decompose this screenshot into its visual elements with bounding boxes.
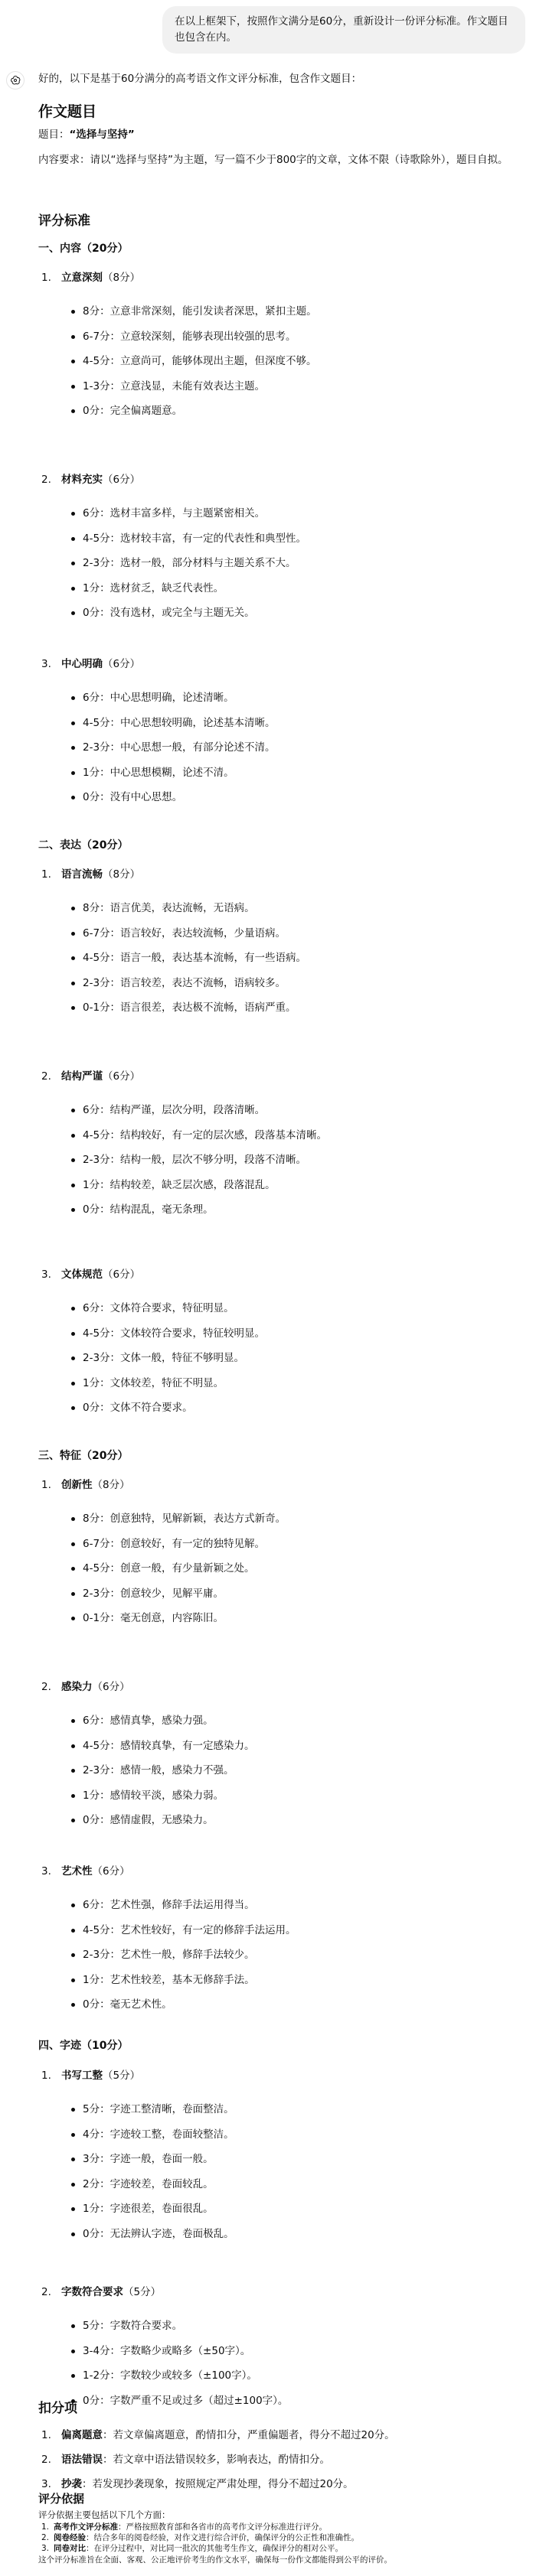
criteria-heading: 评分标准 bbox=[38, 213, 90, 229]
bullet-marker bbox=[71, 1517, 75, 1521]
bullet-marker bbox=[71, 1542, 75, 1546]
criteria-bullet: 4分：字迹较工整，卷面较整洁。 bbox=[83, 2128, 234, 2141]
item-points: （6分） bbox=[92, 1865, 130, 1877]
item-name: 中心明确 bbox=[61, 658, 103, 670]
criteria-bullet: 6分：选材丰富多样，与主题紧密相关。 bbox=[83, 507, 266, 519]
assistant-avatar bbox=[6, 71, 25, 90]
item-number: 3. bbox=[41, 1268, 51, 1281]
criteria-bullet: 0分：没有选材，或完全与主题无关。 bbox=[83, 607, 255, 619]
deduction-item bbox=[41, 2477, 354, 2492]
item-number: 1. bbox=[41, 2070, 51, 2082]
bullet-marker bbox=[71, 2374, 75, 2378]
bullet-marker bbox=[71, 2003, 75, 2007]
deductions-heading: 扣分项 bbox=[38, 2401, 77, 2416]
item-number: 1. bbox=[41, 1479, 51, 1491]
bullet-marker bbox=[71, 1356, 75, 1360]
bullet-marker bbox=[71, 360, 75, 363]
basis-text: ：结合多年的阅卷经验，对作文进行综合评价，确保评分的公正性和准确性。 bbox=[86, 2533, 359, 2542]
bullet-marker bbox=[71, 2324, 75, 2328]
bullet-marker bbox=[71, 1719, 75, 1723]
bullet-marker bbox=[71, 409, 75, 413]
criteria-bullet: 2-3分：感情一般，感染力不强。 bbox=[83, 1764, 234, 1776]
item-points: （6分） bbox=[103, 1070, 141, 1083]
bullet-marker bbox=[71, 1208, 75, 1212]
criteria-item-title bbox=[41, 2285, 161, 2300]
bullet-marker bbox=[71, 746, 75, 750]
criteria-item-title bbox=[41, 1679, 130, 1695]
bullet-marker bbox=[71, 1307, 75, 1311]
criteria-bullet: 4-5分：结构较好，有一定的层次感，段落基本清晰。 bbox=[83, 1128, 328, 1141]
criteria-bullet: 4-5分：中心思想较明确，论述基本清晰。 bbox=[83, 716, 276, 729]
basis-name: 高考作文评分标准 bbox=[54, 2522, 118, 2532]
criteria-bullet: 6分：感情真挚，感染力强。 bbox=[83, 1715, 214, 1727]
deduction-text: ：若文章偏离题意，酌情扣分，严重偏题者，得分不超过20分。 bbox=[103, 2429, 395, 2441]
criteria-bullet: 0分：完全偏离题意。 bbox=[83, 405, 183, 417]
bullet-marker bbox=[71, 1953, 75, 1957]
bullet-marker bbox=[71, 1109, 75, 1112]
bullet-marker bbox=[71, 1904, 75, 1907]
bullet-marker bbox=[71, 796, 75, 800]
criteria-bullet: 2-3分：文体一般，特征不够明显。 bbox=[83, 1352, 245, 1364]
item-number: 3. bbox=[41, 1865, 51, 1877]
criteria-bullet: 4-5分：语言一般，表达基本流畅，有一些语病。 bbox=[83, 952, 307, 964]
criteria-section-title: 一、内容（20分） bbox=[38, 243, 129, 255]
item-number: 1. bbox=[41, 2429, 51, 2441]
criteria-bullet: 6分：艺术性强，修辞手法运用得当。 bbox=[83, 1899, 255, 1911]
item-points: （6分） bbox=[103, 474, 141, 486]
item-points: （6分） bbox=[92, 1681, 130, 1693]
criteria-item-title bbox=[41, 270, 140, 285]
item-number: 3. bbox=[41, 658, 51, 670]
criteria-bullet: 1分：结构较差，缺乏层次感，段落混乱。 bbox=[83, 1178, 276, 1191]
item-points: （8分） bbox=[92, 1479, 130, 1491]
basis-item bbox=[41, 2522, 327, 2533]
item-number: 2. bbox=[41, 1070, 51, 1083]
criteria-section-title: 三、特征（20分） bbox=[38, 1450, 129, 1462]
criteria-bullet: 8分：语言优美，表达流畅，无语病。 bbox=[83, 902, 255, 914]
criteria-bullet: 8分：创意独特，见解新颖，表达方式新奇。 bbox=[83, 1513, 286, 1525]
item-name: 书写工整 bbox=[61, 2070, 103, 2082]
criteria-item-title bbox=[41, 1069, 140, 1084]
criteria-bullet: 3-4分：字数略少或略多（±50字）。 bbox=[83, 2344, 251, 2357]
criteria-bullet: 1分：艺术性较差，基本无修辞手法。 bbox=[83, 1973, 255, 1986]
item-number: 2. bbox=[41, 2454, 51, 2466]
bullet-marker bbox=[71, 956, 75, 960]
criteria-bullet: 2-3分：语言较差，表达不流畅，语病较多。 bbox=[83, 976, 286, 989]
bullet-marker bbox=[71, 1382, 75, 1386]
basis-text: ：严格按照教育部和各省市的高考作文评分标准进行评分。 bbox=[118, 2522, 327, 2532]
deduction-name: 抄袭 bbox=[61, 2478, 82, 2490]
item-name: 材料充实 bbox=[61, 474, 103, 486]
bullet-marker bbox=[71, 1134, 75, 1138]
bullet-marker bbox=[71, 1617, 75, 1620]
criteria-bullet: 0-1分：毫无创意，内容陈旧。 bbox=[83, 1612, 224, 1624]
criteria-bullet: 5分：字数符合要求。 bbox=[83, 2320, 183, 2332]
bullet-marker bbox=[71, 721, 75, 725]
item-points: （6分） bbox=[103, 1268, 141, 1281]
basis-text: ：在评分过程中，对比同一批次的其他考生作文，确保评分的相对公平。 bbox=[86, 2544, 343, 2553]
item-number: 3. bbox=[41, 2478, 51, 2490]
item-name: 艺术性 bbox=[61, 1865, 93, 1877]
item-points: （5分） bbox=[123, 2286, 162, 2298]
item-number: 1. bbox=[41, 868, 51, 881]
bullet-marker bbox=[71, 1769, 75, 1773]
criteria-item-title bbox=[41, 1477, 130, 1493]
essay-heading: 作文题目 bbox=[38, 103, 97, 120]
item-name: 结构严谨 bbox=[61, 1070, 103, 1083]
item-number: 2. bbox=[41, 2286, 51, 2298]
bullet-marker bbox=[71, 696, 75, 700]
deduction-item bbox=[41, 2452, 330, 2467]
criteria-bullet: 6-7分：创意较好，有一定的独特见解。 bbox=[83, 1537, 266, 1550]
bullet-marker bbox=[71, 1332, 75, 1336]
criteria-bullet: 1-2分：字数较少或较多（±100字）。 bbox=[83, 2369, 257, 2382]
criteria-bullet: 5分：字迹工整清晰，卷面整洁。 bbox=[83, 2103, 234, 2115]
item-number: 1. bbox=[41, 2522, 50, 2532]
item-name: 立意深刻 bbox=[61, 272, 103, 284]
basis-closing: 这个评分标准旨在全面、客观、公正地评价考生的作文水平，确保每一份作文都能得到公平的评价。 bbox=[38, 2555, 392, 2565]
item-points: （5分） bbox=[103, 2070, 141, 2082]
bullet-marker bbox=[71, 562, 75, 565]
criteria-bullet: 2-3分：创意较少，见解平庸。 bbox=[83, 1587, 224, 1600]
item-points: （6分） bbox=[103, 658, 141, 670]
criteria-bullet: 6分：文体符合要求，特征明显。 bbox=[83, 1302, 234, 1314]
item-name: 创新性 bbox=[61, 1479, 93, 1491]
bullet-marker bbox=[71, 335, 75, 339]
bullet-marker bbox=[71, 982, 75, 985]
criteria-bullet: 4-5分：文体较符合要求，特征较明显。 bbox=[83, 1327, 266, 1340]
criteria-section-title: 二、表达（20分） bbox=[38, 839, 129, 852]
item-points: （8分） bbox=[103, 272, 141, 284]
criteria-bullet: 1分：文体较差，特征不明显。 bbox=[83, 1376, 224, 1389]
criteria-bullet: 0分：字数严重不足或过多（超过±100字）。 bbox=[83, 2394, 289, 2407]
criteria-bullet: 2-3分：艺术性一般，修辞手法较少。 bbox=[83, 1949, 255, 1961]
deduction-text: ：若发现抄袭现象，按照规定严肃处理，得分不超过20分。 bbox=[82, 2478, 354, 2490]
bullet-marker bbox=[71, 310, 75, 314]
criteria-bullet: 6-7分：立意较深刻，能够表现出较强的思考。 bbox=[83, 330, 296, 343]
bullet-marker bbox=[71, 1406, 75, 1410]
criteria-bullet: 1分：选材贫乏，缺乏代表性。 bbox=[83, 581, 224, 594]
item-number: 2. bbox=[41, 1681, 51, 1693]
bullet-marker bbox=[71, 512, 75, 516]
item-number: 1. bbox=[41, 272, 51, 284]
bullet-marker bbox=[71, 2158, 75, 2161]
basis-heading: 评分依据 bbox=[38, 2492, 85, 2506]
bullet-marker bbox=[71, 1567, 75, 1571]
essay-requirement: 内容要求：请以“选择与坚持”为主题，写一篇不少于800字的文章，文体不限（诗歌除外），题目自拟。 bbox=[38, 154, 508, 166]
bullet-marker bbox=[71, 771, 75, 775]
bullet-marker bbox=[71, 2350, 75, 2353]
criteria-bullet: 1分：中心思想模糊，论述不清。 bbox=[83, 766, 234, 779]
bullet-marker bbox=[71, 1592, 75, 1596]
bullet-marker bbox=[71, 537, 75, 541]
criteria-item-title bbox=[41, 472, 140, 487]
bullet-marker bbox=[71, 1184, 75, 1187]
criteria-bullet: 0-1分：语言很差，表达极不流畅，语病严重。 bbox=[83, 1001, 296, 1014]
criteria-section-title: 四、字迹（10分） bbox=[38, 2040, 129, 2052]
criteria-bullet: 6分：中心思想明确，论述清晰。 bbox=[83, 692, 234, 704]
criteria-bullet: 6-7分：语言较好，表达较流畅，少量语病。 bbox=[83, 927, 286, 940]
openai-logo-icon bbox=[10, 75, 21, 86]
criteria-bullet: 4-5分：立意尚可，能够体现出主题，但深度不够。 bbox=[83, 355, 317, 367]
bullet-marker bbox=[71, 587, 75, 591]
criteria-bullet: 6分：结构严谨，层次分明，段落清晰。 bbox=[83, 1104, 266, 1116]
bullet-marker bbox=[71, 385, 75, 389]
criteria-item-title bbox=[41, 656, 140, 672]
basis-name: 同卷对比 bbox=[54, 2544, 86, 2553]
criteria-item-title bbox=[41, 2068, 140, 2083]
basis-item bbox=[41, 2533, 359, 2544]
item-name: 文体规范 bbox=[61, 1268, 103, 1281]
criteria-bullet: 4-5分：感情较真挚，有一定感染力。 bbox=[83, 1739, 255, 1752]
criteria-bullet: 0分：文体不符合要求。 bbox=[83, 1402, 193, 1414]
bullet-marker bbox=[71, 1819, 75, 1822]
bullet-marker bbox=[71, 2207, 75, 2211]
basis-intro: 评分依据主要包括以下几个方面： bbox=[38, 2509, 171, 2520]
criteria-bullet: 4-5分：艺术性较好，有一定的修辞手法运用。 bbox=[83, 1923, 296, 1936]
criteria-bullet: 0分：感情虚假，无感染力。 bbox=[83, 1814, 214, 1826]
bullet-marker bbox=[71, 932, 75, 936]
deduction-name: 偏离题意 bbox=[61, 2429, 103, 2441]
item-name: 语言流畅 bbox=[61, 868, 103, 881]
item-points: （8分） bbox=[103, 868, 141, 881]
bullet-marker bbox=[71, 1978, 75, 1982]
user-message: 在以上框架下，按照作文满分是60分，重新设计一份评分标准。作文题目也包含在内。 bbox=[162, 6, 525, 54]
assistant-intro-text: 好的，以下是基于60分满分的高考语文作文评分标准，包含作文题目： bbox=[38, 73, 362, 85]
criteria-bullet: 0分：结构混乱，毫无条理。 bbox=[83, 1203, 214, 1216]
basis-item bbox=[41, 2544, 343, 2555]
criteria-item-title bbox=[41, 867, 140, 882]
criteria-bullet: 1分：感情较平淡，感染力弱。 bbox=[83, 1789, 224, 1802]
criteria-bullet: 0分：毫无艺术性。 bbox=[83, 1998, 172, 2011]
item-name: 字数符合要求 bbox=[61, 2286, 123, 2298]
criteria-bullet: 1分：字迹很差，卷面很乱。 bbox=[83, 2203, 214, 2215]
deduction-name: 语法错误 bbox=[61, 2454, 103, 2466]
bullet-marker bbox=[71, 1744, 75, 1748]
bullet-marker bbox=[71, 2133, 75, 2137]
criteria-bullet: 4-5分：选材较丰富，有一定的代表性和典型性。 bbox=[83, 532, 307, 545]
criteria-bullet: 4-5分：创意一般，有少量新颖之处。 bbox=[83, 1562, 255, 1575]
bullet-marker bbox=[71, 2232, 75, 2236]
item-number: 2. bbox=[41, 2533, 50, 2542]
item-number: 2. bbox=[41, 474, 51, 486]
criteria-bullet: 0分：没有中心思想。 bbox=[83, 791, 183, 803]
criteria-bullet: 1-3分：立意浅显，未能有效表达主题。 bbox=[83, 379, 266, 392]
topic-prefix: 题目： bbox=[38, 129, 70, 141]
deduction-item bbox=[41, 2428, 395, 2443]
essay-topic-line bbox=[38, 127, 521, 142]
bullet-marker bbox=[71, 1929, 75, 1933]
bullet-marker bbox=[71, 2183, 75, 2187]
bullet-marker bbox=[71, 907, 75, 910]
item-name: 感染力 bbox=[61, 1681, 93, 1693]
basis-name: 阅卷经验 bbox=[54, 2533, 86, 2542]
bullet-marker bbox=[71, 2108, 75, 2112]
bullet-marker bbox=[71, 1158, 75, 1162]
deduction-text: ：若文章中语法错误较多，影响表达，酌情扣分。 bbox=[103, 2454, 330, 2466]
criteria-bullet: 3分：字迹一般，卷面一般。 bbox=[83, 2153, 214, 2165]
criteria-bullet: 2-3分：中心思想一般，有部分论述不清。 bbox=[83, 741, 276, 754]
criteria-bullet: 2-3分：结构一般，层次不够分明，段落不清晰。 bbox=[83, 1154, 307, 1166]
bullet-marker bbox=[71, 1006, 75, 1010]
criteria-item-title bbox=[41, 1864, 130, 1879]
bullet-marker bbox=[71, 611, 75, 615]
criteria-bullet: 0分：无法辨认字迹，卷面极乱。 bbox=[83, 2227, 234, 2240]
criteria-bullet: 2分：字迹较差，卷面较乱。 bbox=[83, 2177, 214, 2190]
criteria-bullet: 2-3分：选材一般，部分材料与主题关系不大。 bbox=[83, 557, 296, 569]
criteria-bullet: 8分：立意非常深刻，能引发读者深思，紧扣主题。 bbox=[83, 305, 317, 318]
topic-title: “选择与坚持” bbox=[69, 129, 135, 141]
item-number: 3. bbox=[41, 2544, 50, 2553]
bullet-marker bbox=[71, 1794, 75, 1798]
criteria-item-title bbox=[41, 1267, 140, 1282]
